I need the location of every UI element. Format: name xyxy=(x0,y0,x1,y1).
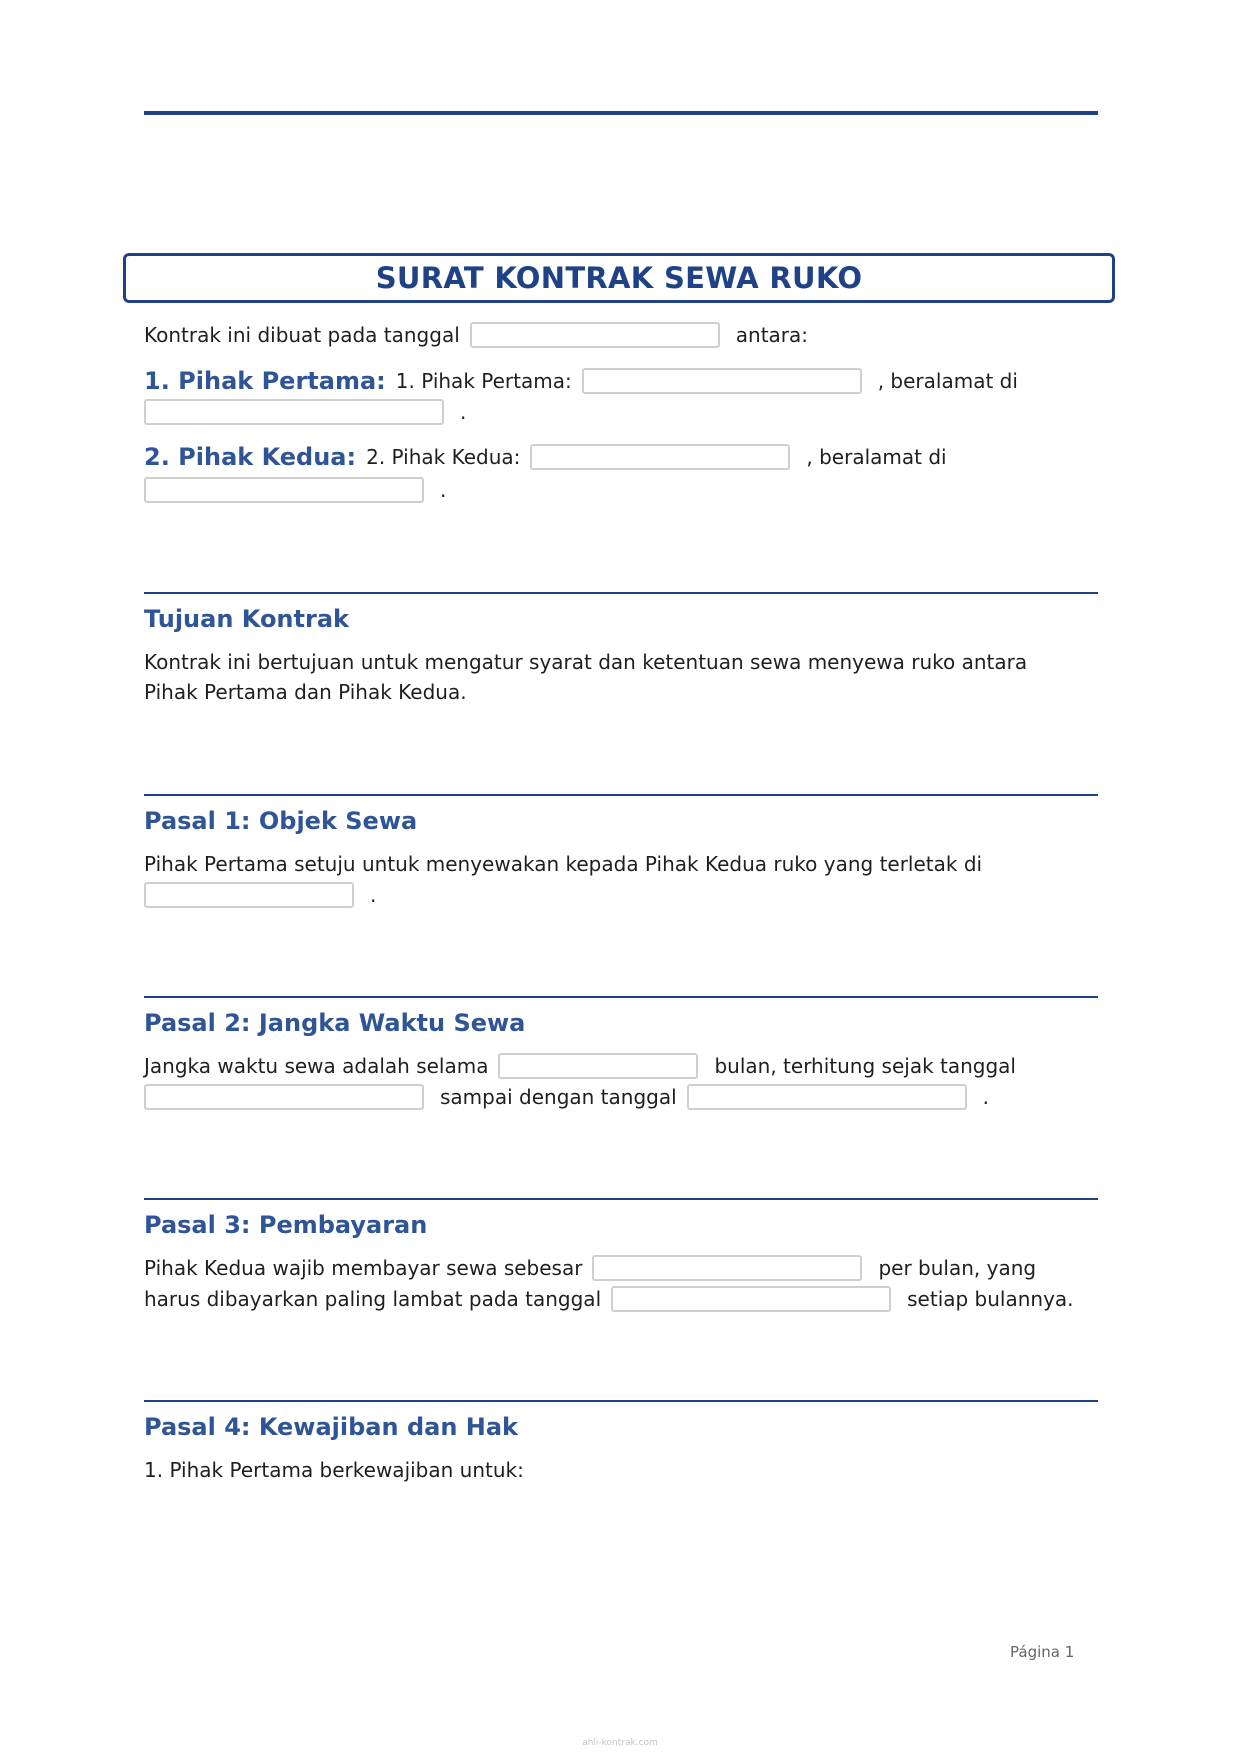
rent-amount-field[interactable] xyxy=(592,1255,862,1281)
tujuan-heading: Tujuan Kontrak xyxy=(144,605,349,633)
party2-heading: 2. Pihak Kedua: xyxy=(144,443,357,471)
pasal4-item1: 1. Pihak Pertama berkewajiban untuk: xyxy=(144,1458,524,1482)
start-date-field[interactable] xyxy=(144,1084,424,1110)
party1-heading: 1. Pihak Pertama: xyxy=(144,367,386,395)
ruko-location-field[interactable] xyxy=(144,882,354,908)
pasal3-line1 xyxy=(144,1253,1036,1283)
pasal1-location-line xyxy=(144,880,376,910)
party1-address-label: , beralamat di xyxy=(877,369,1018,393)
pasal2-until: sampai dengan tanggal xyxy=(440,1085,677,1109)
party2-line xyxy=(144,442,947,472)
end-date-field[interactable] xyxy=(687,1084,967,1110)
section-divider xyxy=(144,794,1098,796)
watermark: ahli-kontrak.com xyxy=(582,1738,658,1748)
pasal3-heading: Pasal 3: Pembayaran xyxy=(144,1211,428,1239)
top-rule xyxy=(144,111,1098,115)
party2-end: . xyxy=(440,478,447,502)
section-divider xyxy=(144,996,1098,998)
pasal3-end: setiap bulannya. xyxy=(907,1287,1074,1311)
duration-months-field[interactable] xyxy=(498,1053,698,1079)
document-title: SURAT KONTRAK SEWA RUKO xyxy=(375,261,863,295)
contract-date-field[interactable] xyxy=(470,322,720,348)
pasal2-line1 xyxy=(144,1051,1016,1081)
pasal2-before: Jangka waktu sewa adalah selama xyxy=(144,1054,489,1078)
pasal3-line2-text: harus dibayarkan paling lambat pada tanggal xyxy=(144,1287,602,1311)
party2-name-field[interactable] xyxy=(530,444,790,470)
pasal2-middle: bulan, terhitung sejak tanggal xyxy=(714,1054,1016,1078)
payment-day-field[interactable] xyxy=(611,1286,891,1312)
party2-label: 2. Pihak Kedua: xyxy=(366,445,521,469)
party2-address-field[interactable] xyxy=(144,477,424,503)
pasal1-text: Pihak Pertama setuju untuk menyewakan kepada Pihak Kedua ruko yang terletak di xyxy=(144,852,983,876)
pasal3-middle: per bulan, yang xyxy=(878,1256,1037,1280)
party2-address-label: , beralamat di xyxy=(806,445,947,469)
intro-after: antara: xyxy=(735,323,809,347)
party1-address-line xyxy=(144,397,466,427)
pasal1-heading: Pasal 1: Objek Sewa xyxy=(144,807,418,835)
party1-name-field[interactable] xyxy=(582,368,862,394)
pasal3-line2 xyxy=(144,1284,1074,1314)
section-divider xyxy=(144,1400,1098,1402)
tujuan-text: Kontrak ini bertujuan untuk mengatur syarat dan ketentuan sewa menyewa ruko antara Pihak Pertama dan Pihak Kedua. xyxy=(144,650,1028,704)
pasal2-end: . xyxy=(982,1085,990,1109)
party2-address-line xyxy=(144,475,446,505)
party1-label: 1. Pihak Pertama: xyxy=(395,369,572,393)
intro-line xyxy=(144,320,808,350)
pasal1-end: . xyxy=(370,883,377,907)
pasal2-heading: Pasal 2: Jangka Waktu Sewa xyxy=(144,1009,526,1037)
section-divider xyxy=(144,592,1098,594)
title-box xyxy=(123,253,1115,303)
page-number: Página 1 xyxy=(1010,1643,1075,1661)
intro-text: Kontrak ini dibuat pada tanggal xyxy=(144,323,460,347)
pasal2-line2 xyxy=(144,1082,989,1112)
party1-address-field[interactable] xyxy=(144,399,444,425)
pasal4-heading: Pasal 4: Kewajiban dan Hak xyxy=(144,1413,519,1441)
party1-end: . xyxy=(460,400,467,424)
section-divider xyxy=(144,1198,1098,1200)
pasal3-before: Pihak Kedua wajib membayar sewa sebesar xyxy=(144,1256,583,1280)
party1-line xyxy=(144,366,1018,396)
